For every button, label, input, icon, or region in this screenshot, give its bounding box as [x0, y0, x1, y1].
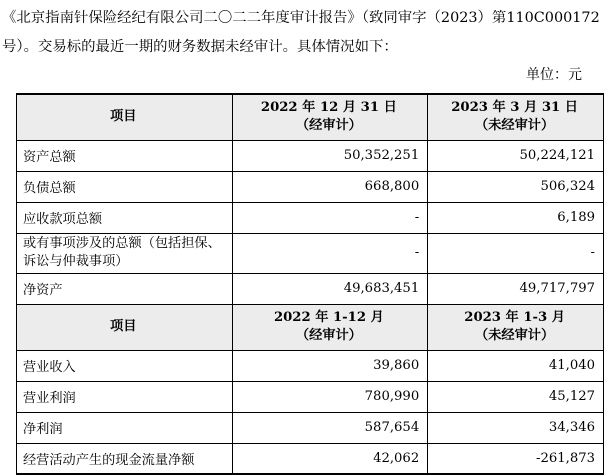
financial-table	[16, 93, 604, 475]
header-2022-12-31-date: 2022 年 12 月 31 日	[260, 100, 397, 116]
header-2022-12-31	[232, 94, 428, 140]
row-label-contingencies: 或有事项涉及的总额（包括担保、诉讼与仲裁事项）	[17, 233, 233, 273]
value-operating-cash-flow-2023: -261,873	[428, 443, 604, 474]
value-net-assets-2022: 49,683,451	[232, 273, 428, 304]
row-label-net-profit: 净利润	[17, 412, 233, 443]
row-label-total-liabilities: 负债总额	[17, 171, 233, 202]
value-total-liabilities-2022: 668,800	[232, 171, 428, 202]
table-header-row	[17, 94, 604, 140]
header-item: 项目	[17, 94, 233, 140]
header-2023-q1-status: （未经审计）	[475, 328, 555, 343]
table-row	[17, 381, 604, 412]
header-2022-full-year-period: 2022 年 1-12 月	[273, 310, 384, 325]
value-net-assets-2023: 49,717,797	[428, 273, 604, 304]
table-row	[17, 350, 604, 381]
header-2022-full-year	[232, 304, 428, 350]
header-2023-03-31-status: （未经审计）	[475, 118, 555, 134]
value-receivables-2022: -	[232, 202, 428, 233]
table-row	[17, 412, 604, 443]
value-net-profit-2022: 587,654	[232, 412, 428, 443]
row-label-receivables: 应收款项总额	[17, 202, 233, 233]
value-revenue-2022: 39,860	[232, 350, 428, 381]
row-label-operating-profit: 营业利润	[17, 381, 233, 412]
value-operating-profit-2022: 780,990	[232, 381, 428, 412]
value-net-profit-2023: 34,346	[428, 412, 604, 443]
row-label-revenue: 营业收入	[17, 350, 233, 381]
value-total-assets-2023: 50,224,121	[428, 140, 604, 171]
header-2022-12-31-status: （经审计）	[295, 118, 362, 134]
row-label-operating-cash-flow: 经营活动产生的现金流量净额	[17, 443, 233, 474]
value-revenue-2023: 41,040	[428, 350, 604, 381]
header-2023-q1-period: 2023 年 1-3 月	[464, 310, 565, 325]
table-row	[17, 233, 604, 273]
intro-paragraph: 《北京指南针保险经纪有限公司二〇二二年度审计报告》（致同审字（2023）第110C000172号）。交易标的最近一期的财务数据未经审计。具体情况如下：	[2, 10, 600, 55]
row-label-total-assets: 资产总额	[17, 140, 233, 171]
value-operating-profit-2023: 45,127	[428, 381, 604, 412]
unit-label: 单位：元	[526, 67, 582, 83]
value-contingencies-2022: -	[232, 233, 428, 273]
value-operating-cash-flow-2022: 42,062	[232, 443, 428, 474]
table-row	[17, 443, 604, 474]
header-2023-q1	[428, 304, 604, 350]
table-row	[17, 202, 604, 233]
value-total-assets-2022: 50,352,251	[232, 140, 428, 171]
value-contingencies-2023: -	[428, 233, 604, 273]
value-receivables-2023: 6,189	[428, 202, 604, 233]
header-2023-03-31	[428, 94, 604, 140]
table-header-row	[17, 304, 604, 350]
table-row	[17, 273, 604, 304]
header-2022-full-year-status: （经审计）	[295, 328, 362, 343]
header-item-2: 项目	[17, 304, 233, 350]
table-row	[17, 140, 604, 171]
table-row	[17, 171, 604, 202]
header-2023-03-31-date: 2023 年 3 月 31 日	[451, 100, 578, 116]
row-label-net-assets: 净资产	[17, 273, 233, 304]
value-total-liabilities-2023: 506,324	[428, 171, 604, 202]
